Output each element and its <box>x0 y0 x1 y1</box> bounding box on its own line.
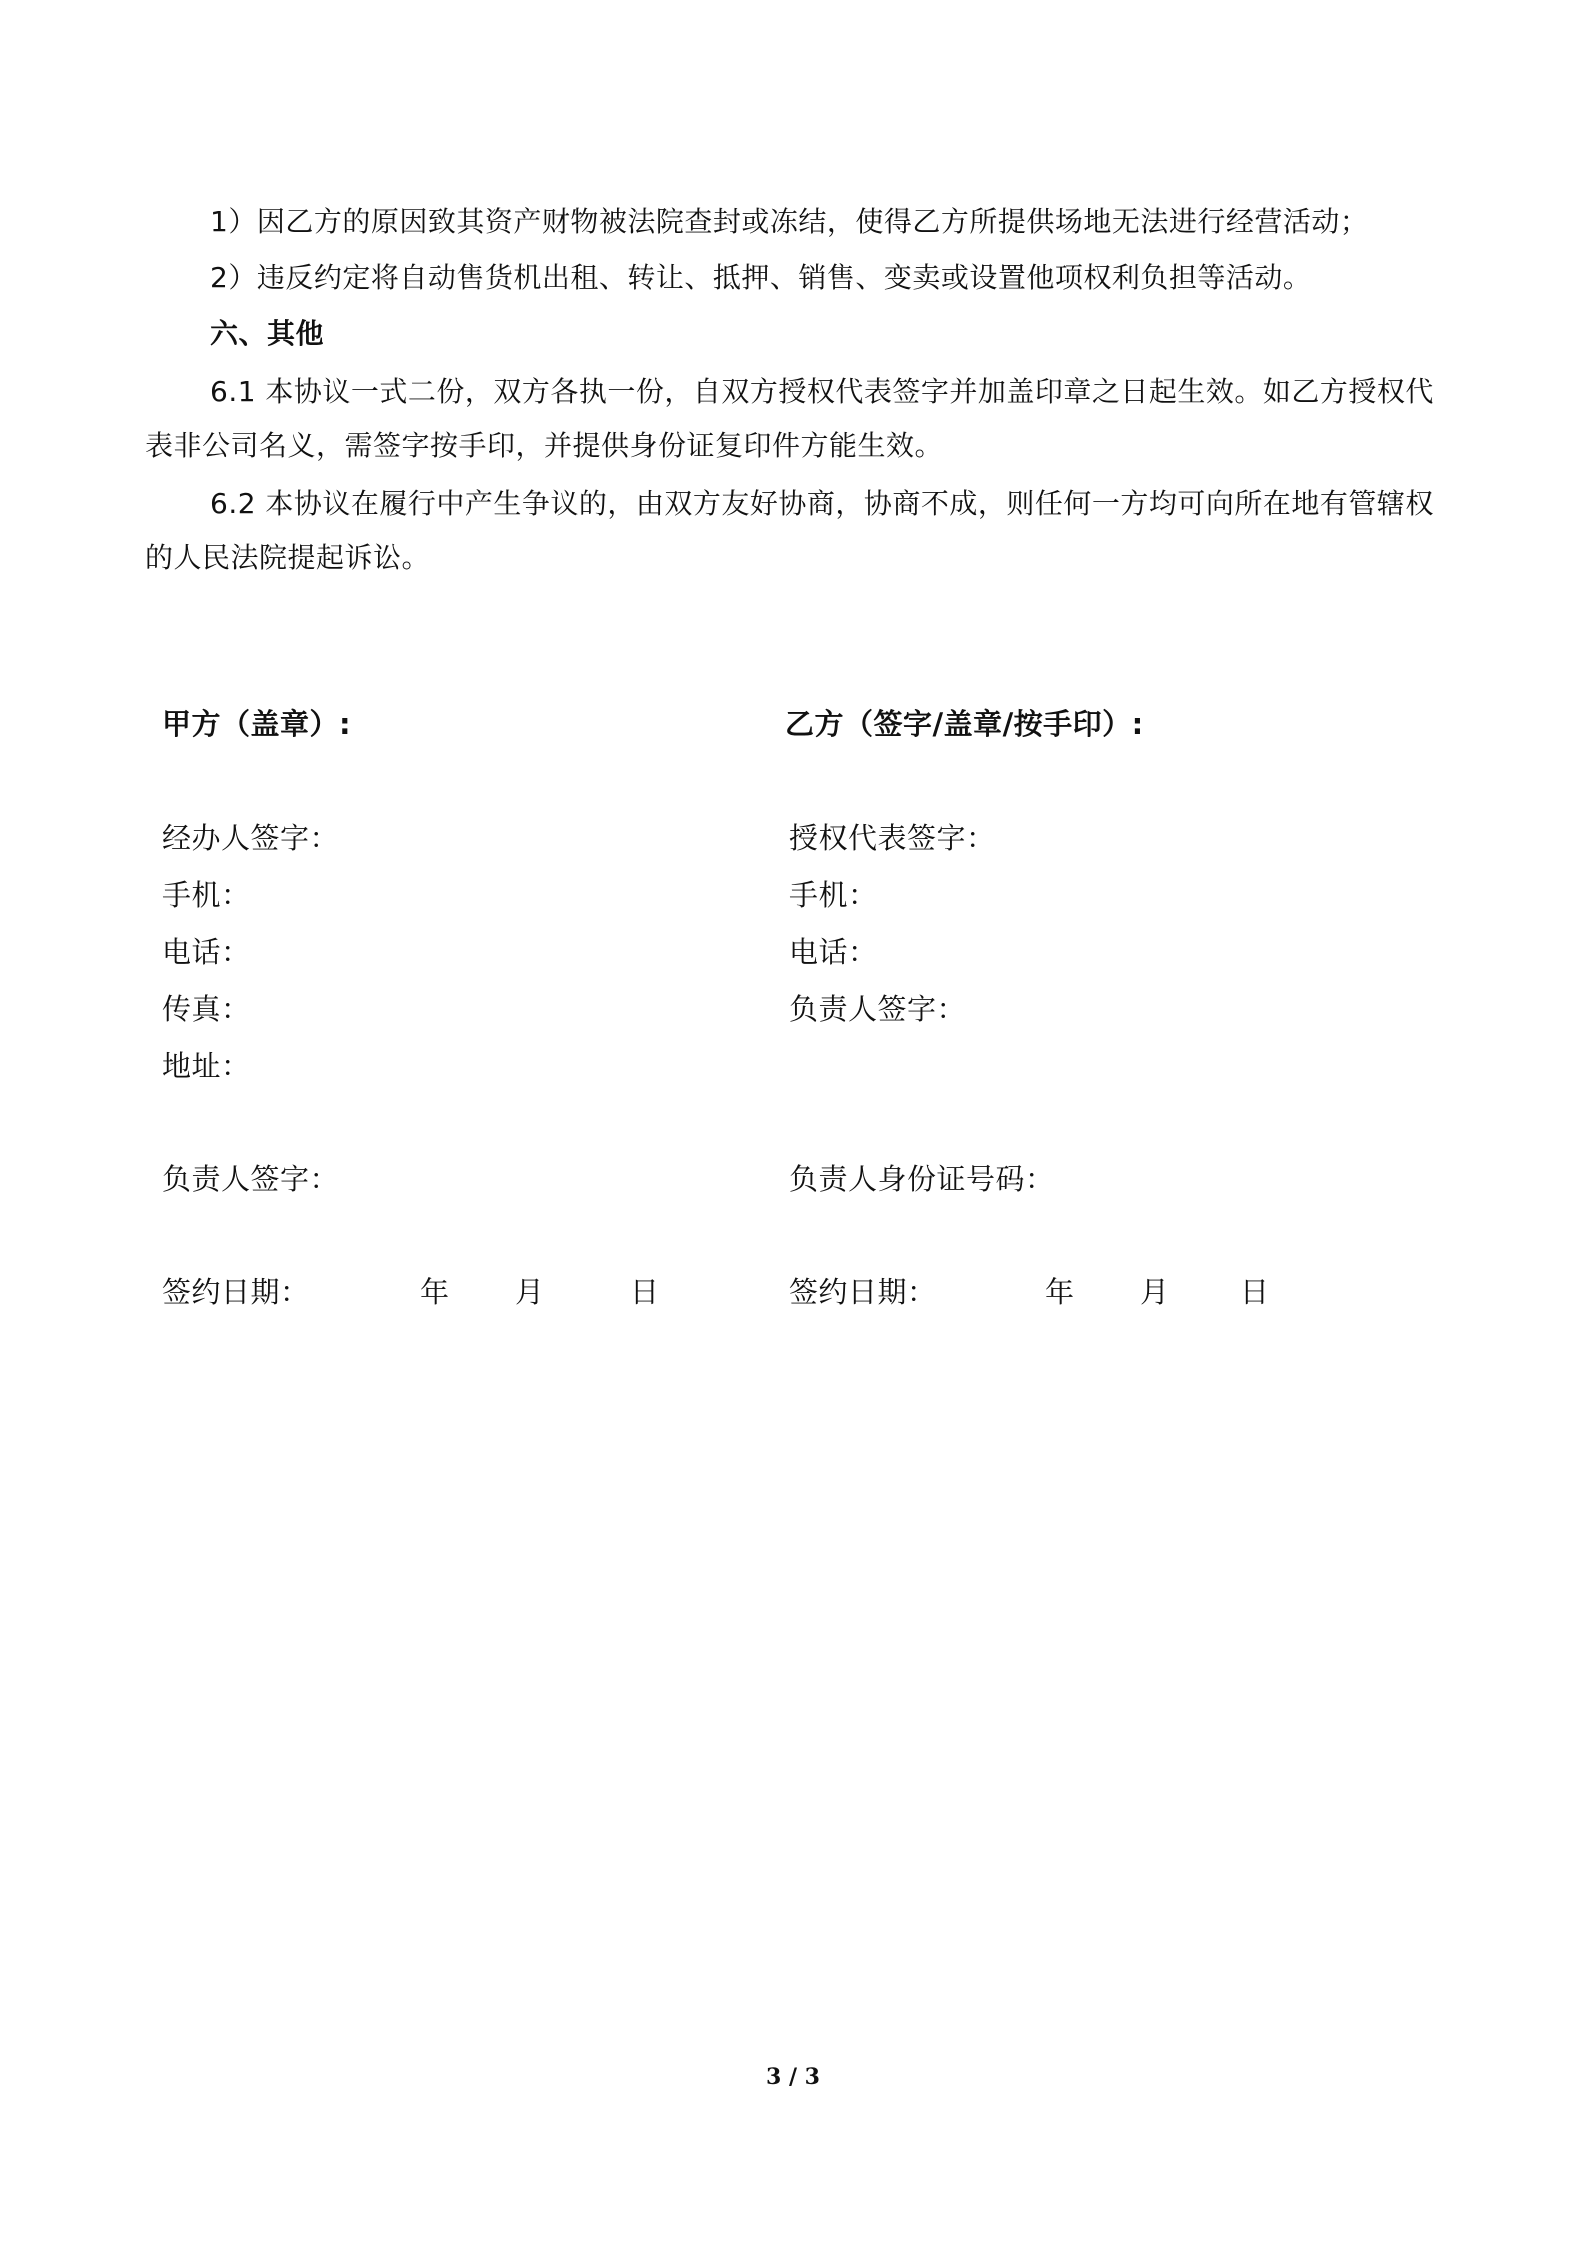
party-a-handler-signature: 经办人签字： <box>162 821 340 855</box>
clauses-block <box>145 195 1445 585</box>
clause-6-2: 6.2 本协议在履行中产生争议的，由双方友好协商，协商不成，则任何一方均可向所在地有管辖权的人民法院提起诉讼。 <box>145 487 1434 574</box>
clause-item-1: 1）因乙方的原因致其资产财物被法院查封或冻结，使得乙方所提供场地无法进行经营活动； <box>210 205 1369 238</box>
party-a-address: 地址： <box>162 1049 251 1083</box>
party-a-title: 甲方（盖章）: <box>162 707 352 741</box>
party-a-mobile: 手机： <box>162 878 251 912</box>
clause-6-1: 6.1 本协议一式二份，双方各执一份，自双方授权代表签字并加盖印章之日起生效。如乙方授权代表非公司名义，需签字按手印，并提供身份证复印件方能生效。 <box>145 375 1434 462</box>
party-a-month: 月 <box>515 1275 545 1309</box>
party-b-mobile: 手机： <box>789 878 878 912</box>
party-b-month: 月 <box>1140 1275 1170 1309</box>
party-b-day: 日 <box>1240 1275 1270 1309</box>
party-a-principal-signature: 负责人签字： <box>162 1162 340 1196</box>
party-a-day: 日 <box>630 1275 660 1309</box>
party-b-rep-signature: 授权代表签字： <box>789 821 996 855</box>
party-a-sign-date-label: 签约日期： <box>162 1275 310 1309</box>
party-a-phone: 电话： <box>162 935 251 969</box>
party-b-year: 年 <box>1045 1275 1075 1309</box>
clause-item-2: 2）违反约定将自动售货机出租、转让、抵押、销售、变卖或设置他项权利负担等活动。 <box>210 261 1312 294</box>
party-a-year: 年 <box>420 1275 450 1309</box>
section-6-title: 六、其他 <box>210 317 325 350</box>
party-b-sign-date-label: 签约日期： <box>789 1275 937 1309</box>
party-b-principal-id: 负责人身份证号码： <box>789 1162 1055 1196</box>
party-b-phone: 电话： <box>789 935 878 969</box>
party-a-fax: 传真： <box>162 992 251 1026</box>
page-number: 3 / 3 <box>766 2064 820 2090</box>
party-b-title: 乙方（签字/盖章/按手印）: <box>785 707 1144 741</box>
party-b-principal-signature: 负责人签字： <box>789 992 967 1026</box>
